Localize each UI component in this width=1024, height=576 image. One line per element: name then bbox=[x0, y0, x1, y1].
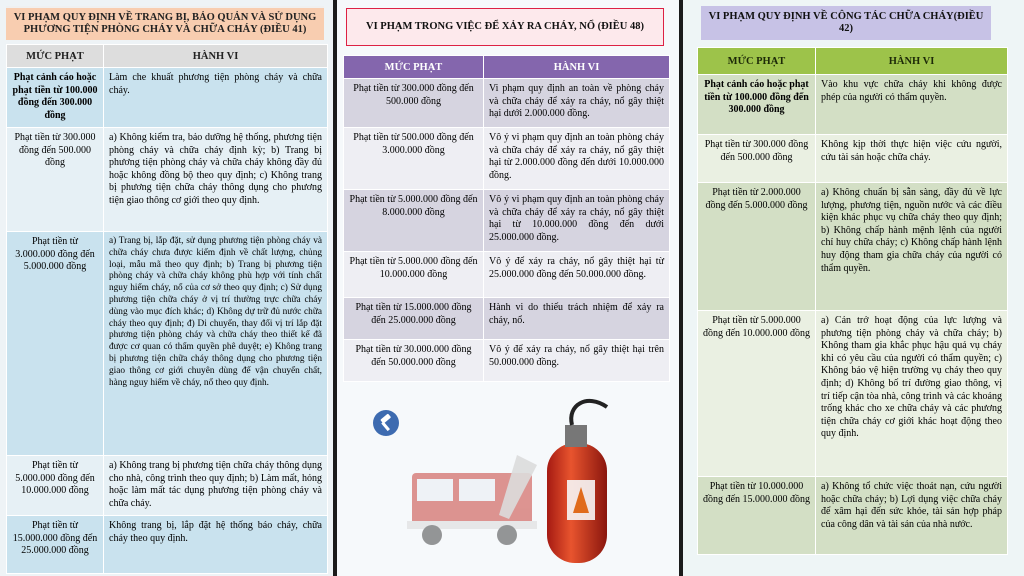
penalty-table bbox=[6, 44, 328, 574]
table-row bbox=[7, 128, 328, 232]
penalty-level: Phạt tiền từ 5.000.000 đồng đến 10.000.000 đồng bbox=[7, 456, 104, 516]
panel-dieu-41 bbox=[0, 0, 333, 576]
table-row bbox=[698, 477, 1008, 555]
penalty-level: Phạt tiền từ 5.000.000 đồng đến 10.000.000 đồng bbox=[698, 311, 816, 477]
header-muc-phat: MỨC PHẠT bbox=[7, 45, 104, 68]
table-row bbox=[344, 340, 670, 382]
penalty-level: Phạt tiền từ 300.000 đồng đến 500.000 đồng bbox=[698, 135, 816, 183]
violation-text: Vô ý vi phạm quy định an toàn phòng cháy và chữa cháy để xảy ra cháy, nổ gây thiệt hại từ 10.000.000 đồng đến dưới 25.000.000 đồng. bbox=[484, 190, 670, 252]
violation-text: a) Không chuẩn bị sẵn sàng, đầy đủ về lực lượng, phương tiện, nguồn nước và các điều kiện khác phục vụ chữa cháy theo quy định; b) Không chấp hành mệnh lệnh của người chỉ huy chữa cháy; c) Không chấp hành lệnh huy động tham gia chữa cháy của người có thẩm quyền. bbox=[816, 183, 1008, 311]
penalty-level: Phạt tiền từ 3.000.000 đồng đến 5.000.000 đồng bbox=[7, 232, 104, 456]
table-row bbox=[7, 516, 328, 574]
penalty-level: Phạt tiền từ 15.000.000 đồng đến 25.000.000 đồng bbox=[344, 298, 484, 340]
violation-text: a) Không kiểm tra, bảo dưỡng hệ thống, phương tiện phòng cháy và chữa cháy định kỳ; b) Trang bị phương tiện phòng cháy và chữa cháy không đầy đủ hoặc không đồng bộ theo quy định; c) Không trang bị phương tiện chữa cháy thông dụng cho phương tiện giao thông cơ giới theo quy định. bbox=[104, 128, 328, 232]
table-row bbox=[344, 128, 670, 190]
penalty-table bbox=[697, 47, 1008, 555]
header-hanh-vi: HÀNH VI bbox=[816, 48, 1008, 75]
penalty-level: Phạt tiền từ 300.000 đồng đến 500.000 đồng bbox=[7, 128, 104, 232]
violation-text: Vô ý vi phạm quy định an toàn phòng cháy và chữa cháy để xảy ra cháy, nổ gây thiệt hại từ 2.000.000 đồng đến dưới 10.000.000 đồng. bbox=[484, 128, 670, 190]
violation-text: a) Trang bị, lắp đặt, sử dụng phương tiện phòng cháy và chữa cháy chưa được kiểm định về chất lượng, chủng loại, mẫu mã theo quy định; b) Trang bị phương tiện phòng cháy và chữa cháy không phù hợp với tính chất nguy hiểm cháy, nổ của cơ sở theo quy định; c) Sử dụng phương tiện chữa cháy ở vị trí thường trực chữa cháy dùng vào mục đích khác; d) Không dự trữ đủ nước chữa cháy theo quy định; đ) Di chuyển, thay đổi vị trí lắp đặt phương tiện phòng cháy và chữa cháy theo thiết kế đã được cơ quan có thẩm quyền phê duyệt; e) Không trang bị phương tiện chữa cháy thông dụng cho phương tiện giao thông cơ giới chuyên dùng để vận chuyển chất, hàng nguy hiểm về cháy, nổ theo quy định. bbox=[104, 232, 328, 456]
table-row bbox=[698, 135, 1008, 183]
table-row bbox=[344, 298, 670, 340]
penalty-level: Phạt tiền từ 5.000.000 đồng đến 10.000.000 đồng bbox=[344, 252, 484, 298]
panel-dieu-48 bbox=[337, 0, 679, 576]
penalty-level: Phạt tiền từ 15.000.000 đồng đến 25.000.000 đồng bbox=[7, 516, 104, 574]
violation-text: Vào khu vực chữa cháy khi không được phép của người có thẩm quyền. bbox=[816, 75, 1008, 135]
penalty-level: Phạt tiền từ 5.000.000 đồng đến 8.000.000 đồng bbox=[344, 190, 484, 252]
violation-text: Hành vi do thiếu trách nhiệm để xảy ra cháy, nổ. bbox=[484, 298, 670, 340]
violation-text: Vô ý để xảy ra cháy, nổ gây thiệt hại trên 50.000.000 đồng. bbox=[484, 340, 670, 382]
violation-text: Làm che khuất phương tiện phòng cháy và chữa cháy. bbox=[104, 68, 328, 128]
violation-text: a) Không tổ chức việc thoát nạn, cứu người hoặc chữa cháy; b) Lợi dụng việc chữa cháy để xâm hại đến sức khỏe, tài sản hợp pháp của công dân và tài sản của nhà nước. bbox=[816, 477, 1008, 555]
panel-title: VI PHẠM QUY ĐỊNH VỀ TRANG BỊ, BẢO QUẢN VÀ SỬ DỤNG PHƯƠNG TIỆN PHÒNG CHÁY VÀ CHỮA CHÁY (ĐIỀU 41) bbox=[6, 6, 324, 40]
header-hanh-vi: HÀNH VI bbox=[104, 45, 328, 68]
table-row bbox=[698, 183, 1008, 311]
header-muc-phat: MỨC PHẠT bbox=[344, 56, 484, 79]
violation-text: Vi phạm quy định an toàn về phòng cháy và chữa cháy để xảy ra cháy, nổ gây thiệt hại dưới 2.000.000 đồng. bbox=[484, 79, 670, 128]
penalty-level: Phạt cảnh cáo hoặc phạt tiền từ 100.000 đồng đến 300.000 đồng bbox=[698, 75, 816, 135]
penalty-table bbox=[343, 55, 670, 382]
panel-dieu-42 bbox=[683, 0, 1024, 576]
panel-title: VI PHẠM QUY ĐỊNH VỀ CÔNG TÁC CHỮA CHÁY(ĐIỀU 42) bbox=[701, 6, 991, 40]
panel-title: VI PHẠM TRONG VIỆC ĐỂ XẢY RA CHÁY, NỔ (ĐIỀU 48) bbox=[346, 8, 664, 46]
penalty-level: Phạt tiền từ 10.000.000 đồng đến 15.000.000 đồng bbox=[698, 477, 816, 555]
table-row bbox=[7, 232, 328, 456]
table-row bbox=[7, 68, 328, 128]
penalty-level: Phạt tiền từ 300.000 đồng đến 500.000 đồng bbox=[344, 79, 484, 128]
table-row bbox=[698, 75, 1008, 135]
table-row bbox=[344, 190, 670, 252]
header-hanh-vi: HÀNH VI bbox=[484, 56, 670, 79]
violation-text: Vô ý để xảy ra cháy, nổ gây thiệt hại từ 25.000.000 đồng đến 50.000.000 đồng. bbox=[484, 252, 670, 298]
table-row bbox=[698, 311, 1008, 477]
table-row bbox=[344, 252, 670, 298]
violation-text: a) Không trang bị phương tiện chữa cháy thông dụng cho nhà, công trình theo quy định; b) Làm mất, hỏng hoặc làm mất tác dụng phương tiện phòng cháy và chữa cháy. bbox=[104, 456, 328, 516]
fire-extinguisher-image bbox=[367, 395, 647, 565]
violation-text: Không trang bị, lắp đặt hệ thống báo cháy, chữa cháy theo quy định. bbox=[104, 516, 328, 574]
violation-text: Không kịp thời thực hiện việc cứu người, cứu tài sản hoặc chữa cháy. bbox=[816, 135, 1008, 183]
penalty-level: Phạt tiền từ 500.000 đồng đến 3.000.000 đồng bbox=[344, 128, 484, 190]
table-row bbox=[7, 456, 328, 516]
violation-text: a) Cản trở hoạt động của lực lượng và phương tiện phòng cháy và chữa cháy; b) Không tham gia khắc phục hậu quả vụ cháy khi có yêu cầu của người có thẩm quyền; c) Không bảo vệ hiện trường vụ cháy theo quy định; d) Không bố trí đường giao thông, vị trí tiếp cận tòa nhà, công trình và các khoảng trống khác cho xe chữa cháy và các phương tiện chữa cháy cơ giới khác hoạt động theo quy định. bbox=[816, 311, 1008, 477]
header-muc-phat: MỨC PHẠT bbox=[698, 48, 816, 75]
penalty-level: Phạt cảnh cáo hoặc phạt tiền từ 100.000 đồng đến 300.000 đồng bbox=[7, 68, 104, 128]
penalty-level: Phạt tiền từ 2.000.000 đồng đến 5.000.000 đồng bbox=[698, 183, 816, 311]
table-row bbox=[344, 79, 670, 128]
penalty-level: Phạt tiền từ 30.000.000 đồng đến 50.000.000 đồng bbox=[344, 340, 484, 382]
